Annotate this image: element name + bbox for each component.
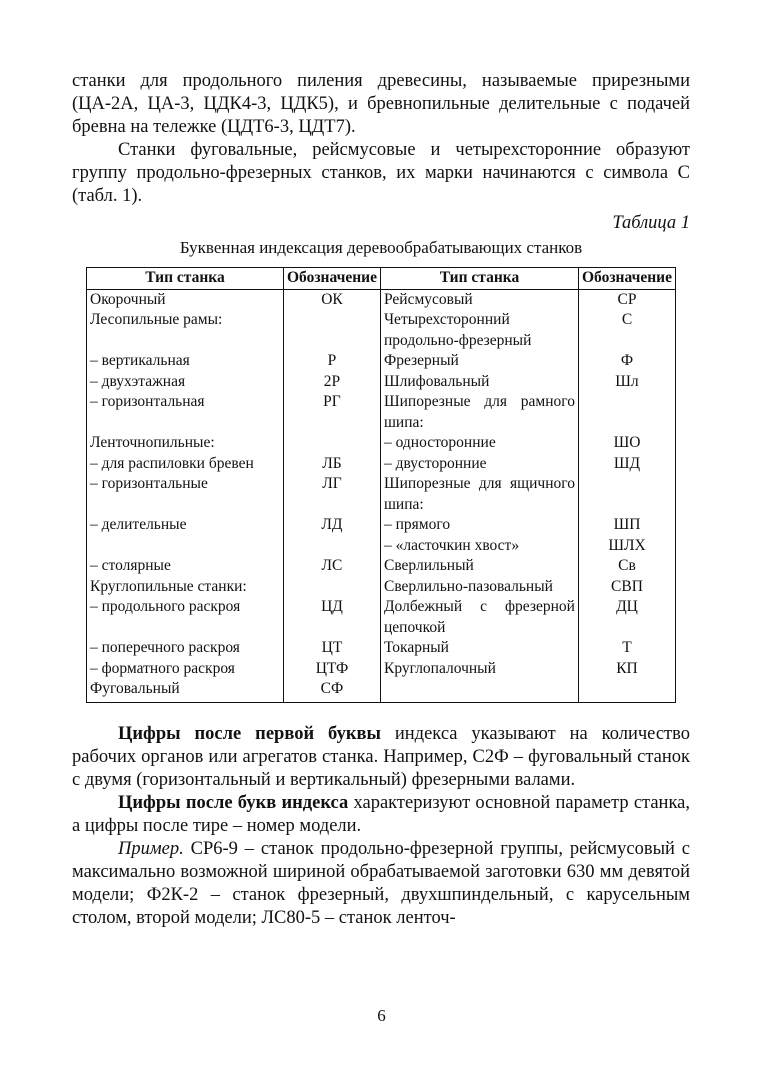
cell-code-right: ШО: [578, 433, 675, 454]
cell-type-left: [87, 536, 284, 557]
table-row: [87, 536, 676, 557]
table-body: [87, 289, 676, 702]
cell-type-left: Ленточнопильные:: [87, 433, 284, 454]
cell-type-right: Фрезерный: [380, 351, 578, 372]
cell-code-left: [283, 577, 380, 598]
table-row: [87, 392, 676, 433]
table-row: [87, 638, 676, 659]
cell-code-right: ШП: [578, 515, 675, 536]
cell-code-right: КП: [578, 659, 675, 680]
paragraph-4: [72, 792, 690, 838]
cell-type-left: Лесопильные рамы:: [87, 310, 284, 351]
cell-type-right: Четырехсторонний продольно-фрезерный: [380, 310, 578, 351]
table-caption: Буквенная индексация деревообрабатывающих станков: [179, 238, 583, 257]
cell-code-right: Ф: [578, 351, 675, 372]
cell-type-right: Круглопалочный: [380, 659, 578, 680]
table-row: [87, 679, 676, 702]
table-row: [87, 454, 676, 475]
cell-type-right: Сверлильный: [380, 556, 578, 577]
cell-type-right: – односторонние: [380, 433, 578, 454]
header-type-1: Тип станка: [87, 268, 284, 290]
cell-type-right: – прямого: [380, 515, 578, 536]
cell-code-right: ДЦ: [578, 597, 675, 638]
cell-type-left: – форматного раскроя: [87, 659, 284, 680]
header-code-2: Обозначение: [578, 268, 675, 290]
cell-code-right: Св: [578, 556, 675, 577]
cell-type-right: – двусторонние: [380, 454, 578, 475]
cell-type-left: – двухэтажная: [87, 372, 284, 393]
table-row: [87, 577, 676, 598]
cell-type-left: – столярные: [87, 556, 284, 577]
cell-type-right: Шлифовальный: [380, 372, 578, 393]
paragraph-4-bold: Цифры после букв индекса: [118, 792, 349, 813]
machine-index-table: [86, 267, 676, 703]
cell-type-right: Шипорезные для ящичного шипа:: [380, 474, 578, 515]
cell-type-left: Фуговальный: [87, 679, 284, 702]
cell-code-left: СФ: [283, 679, 380, 702]
table-header-row: [87, 268, 676, 290]
cell-code-left: 2Р: [283, 372, 380, 393]
cell-code-left: ЛС: [283, 556, 380, 577]
cell-code-right: Т: [578, 638, 675, 659]
cell-code-right: С: [578, 310, 675, 351]
page-body: [72, 70, 690, 930]
cell-code-left: ЛД: [283, 515, 380, 536]
cell-type-right: [380, 679, 578, 702]
cell-type-left: – для распиловки бревен: [87, 454, 284, 475]
cell-code-right: СВП: [578, 577, 675, 598]
paragraph-3-text: индекса указывают на количество рабочих органов или агрегатов станка. Например, С2Ф – фуговальный станок с двумя (горизонтальный и вертикальный) фрезерными валами.: [72, 723, 690, 790]
cell-code-right: ШД: [578, 454, 675, 475]
cell-code-left: ЛБ: [283, 454, 380, 475]
cell-code-left: [283, 310, 380, 351]
paragraph-5: [72, 838, 690, 930]
paragraph-3-bold: Цифры после первой буквы: [118, 723, 381, 744]
header-code-1: Обозначение: [283, 268, 380, 290]
cell-code-right: [578, 679, 675, 702]
cell-code-left: Р: [283, 351, 380, 372]
cell-code-left: ЦД: [283, 597, 380, 638]
cell-code-left: ЦТФ: [283, 659, 380, 680]
cell-type-left: Окорочный: [87, 289, 284, 310]
table-row: [87, 372, 676, 393]
cell-code-left: [283, 536, 380, 557]
cell-code-right: СР: [578, 289, 675, 310]
table-row: [87, 515, 676, 536]
cell-type-right: Долбежный с фрезерной цепочкой: [380, 597, 578, 638]
cell-code-left: РГ: [283, 392, 380, 433]
table-row: [87, 556, 676, 577]
header-type-2: Тип станка: [380, 268, 578, 290]
paragraph-1: станки для продольного пиления древесины, называемые прирезными (ЦА-2А, ЦА-3, ЦДК4-3, ЦДК5), и бревнопильные делительные с подачей бревна на тележке (ЦДТ6-3, ЦДТ7).: [72, 71, 690, 137]
cell-type-left: – горизонтальные: [87, 474, 284, 515]
cell-type-right: Рейсмусовый: [380, 289, 578, 310]
cell-type-left: – продольного раскроя: [87, 597, 284, 638]
cell-type-left: – горизонтальная: [87, 392, 284, 433]
paragraph-3: [72, 723, 690, 792]
cell-type-right: Сверлильно-пазовальный: [380, 577, 578, 598]
page-number: 6: [377, 1006, 386, 1025]
cell-type-right: – «ласточкин хвост»: [380, 536, 578, 557]
cell-type-right: Шипорезные для рамного шипа:: [380, 392, 578, 433]
paragraph-5-text: СР6-9 – станок продольно-фрезерной группы, рейсмусовый с максимально возможной шириной обрабатываемой заготовки 630 мм девятой модели; Ф2К-2 – станок фрезерный, двухшпиндельный, с карусельным столом, второй модели; ЛС80-5 – станок ленточ-: [72, 838, 690, 928]
cell-code-left: ЦТ: [283, 638, 380, 659]
table-row: [87, 659, 676, 680]
cell-code-left: ЛГ: [283, 474, 380, 515]
cell-code-left: [283, 433, 380, 454]
paragraph-5-italic: Пример.: [118, 838, 184, 859]
cell-code-right: [578, 474, 675, 515]
cell-type-left: – делительные: [87, 515, 284, 536]
table-label: Таблица 1: [612, 213, 690, 233]
table-row: [87, 597, 676, 638]
table-row: [87, 351, 676, 372]
cell-type-right: Токарный: [380, 638, 578, 659]
table-row: [87, 310, 676, 351]
cell-type-left: – поперечного раскроя: [87, 638, 284, 659]
cell-code-left: ОК: [283, 289, 380, 310]
cell-code-right: [578, 392, 675, 433]
paragraph-2: Станки фуговальные, рейсмусовые и четырехсторонние образуют группу продольно-фрезерных станков, их марки начинаются с символа С (табл. 1).: [72, 140, 690, 206]
cell-code-right: Шл: [578, 372, 675, 393]
cell-type-left: Круглопильные станки:: [87, 577, 284, 598]
paragraph-4-text: характеризуют основной параметр станка, а цифры после тире – номер модели.: [72, 792, 691, 836]
table-row: [87, 433, 676, 454]
cell-type-left: – вертикальная: [87, 351, 284, 372]
cell-code-right: ШЛХ: [578, 536, 675, 557]
table-row: [87, 474, 676, 515]
table-row: [87, 289, 676, 310]
